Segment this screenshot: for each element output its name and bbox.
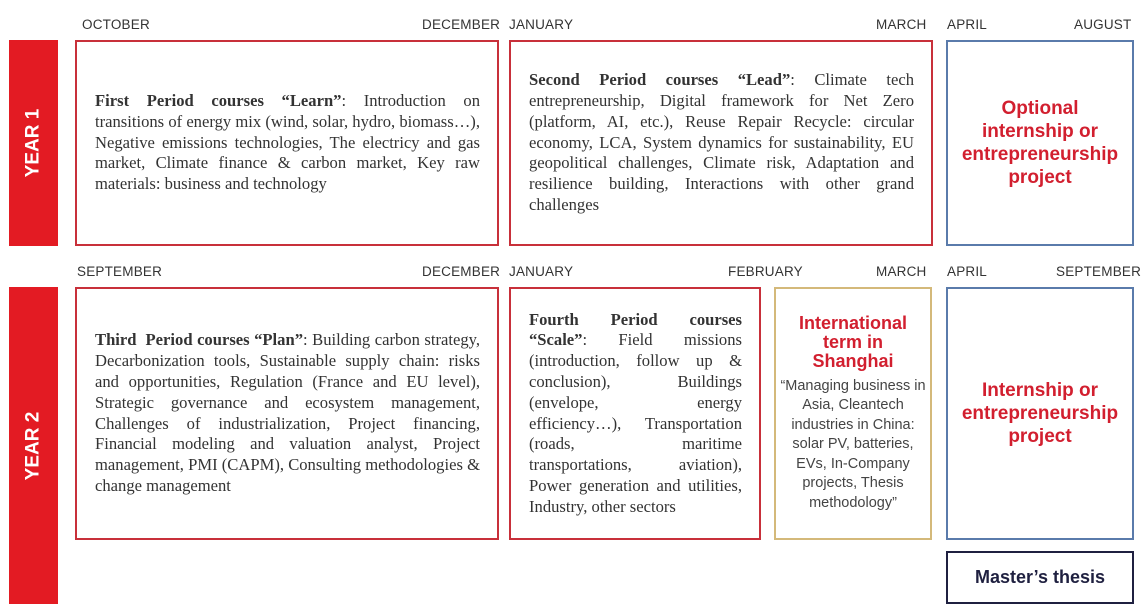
third-period-text: Third Period courses “Plan”: Building carbon strategy, Decarbonization tools, Sustainable supply chain: risks and opportunities, Regulation (France and EU level), Strategic governance and ecosystem management, Challenges of industrialization, Project financing, Financial modeling and valuation analyst, Project management, PMI (CAPM), Consulting methodologies & change management — [95, 330, 481, 495]
year-2-bar — [9, 287, 58, 604]
month-label: MARCH — [876, 17, 927, 32]
month-label: FEBRUARY — [728, 264, 803, 279]
first-period-text: First Period courses “Learn”: Introduction on transitions of energy mix (wind, solar, hydro, biomass…), Negative emissions technologies, The electricy and gas market, Climate finance & carbon market, Key raw materials: business and technology — [95, 91, 481, 194]
fourth-period-box — [509, 287, 761, 540]
month-label: SEPTEMBER — [1056, 264, 1141, 279]
internship-label: Internship or entrepreneurship project — [961, 380, 1119, 447]
year-label: YEAR 2 — [22, 411, 44, 480]
month-label: OCTOBER — [82, 17, 150, 32]
optional-internship-label: Optional internship or entrepreneurship project — [961, 98, 1119, 188]
year-label: YEAR 1 — [22, 108, 44, 178]
month-label: JANUARY — [509, 17, 574, 32]
month-label: APRIL — [947, 17, 988, 32]
masters-thesis-label: Master’s thesis — [974, 567, 1106, 587]
masters-thesis-box — [946, 551, 1134, 604]
first-period-box — [75, 40, 499, 246]
second-period-text: Second Period courses “Lead”: Climate tech entrepreneurship, Digital framework for Net Zero (platform, AI, etc.), Reuse Repair Recycle: circular economy, LCA, System dynamics for sustainability, EU geopolitical challenges, Climate risk, Adaptation and resilience building, Interactions with other grand challenges — [529, 70, 914, 214]
fourth-period-text: Fourth Period courses “Scale”: Field missions (introduction, follow up & conclusion), Buildings (envelope, energy efficiency…), Transportation (roads, maritime transportations, aviation), Power generation and utilities, Industry, other sectors — [529, 309, 742, 516]
month-label: AUGUST — [1074, 17, 1132, 32]
month-label: MARCH — [876, 264, 927, 279]
shanghai-term-description: “Managing business in Asia, Cleantech industries in China: solar PV, batteries, EVs, In-Company projects, Thesis methodology” — [780, 377, 926, 511]
shanghai-term-title: International term in Shanghai — [798, 312, 907, 371]
month-label: SEPTEMBER — [77, 264, 163, 279]
optional-internship-box — [946, 40, 1134, 246]
month-label: JANUARY — [509, 264, 574, 279]
month-label: DECEMBER — [422, 17, 501, 32]
shanghai-term-box — [774, 287, 932, 540]
internship-box — [946, 287, 1134, 540]
third-period-box — [75, 287, 499, 540]
month-label: DECEMBER — [422, 264, 501, 279]
month-label: APRIL — [947, 264, 988, 279]
second-period-box — [509, 40, 933, 246]
year-1-bar — [9, 40, 58, 246]
